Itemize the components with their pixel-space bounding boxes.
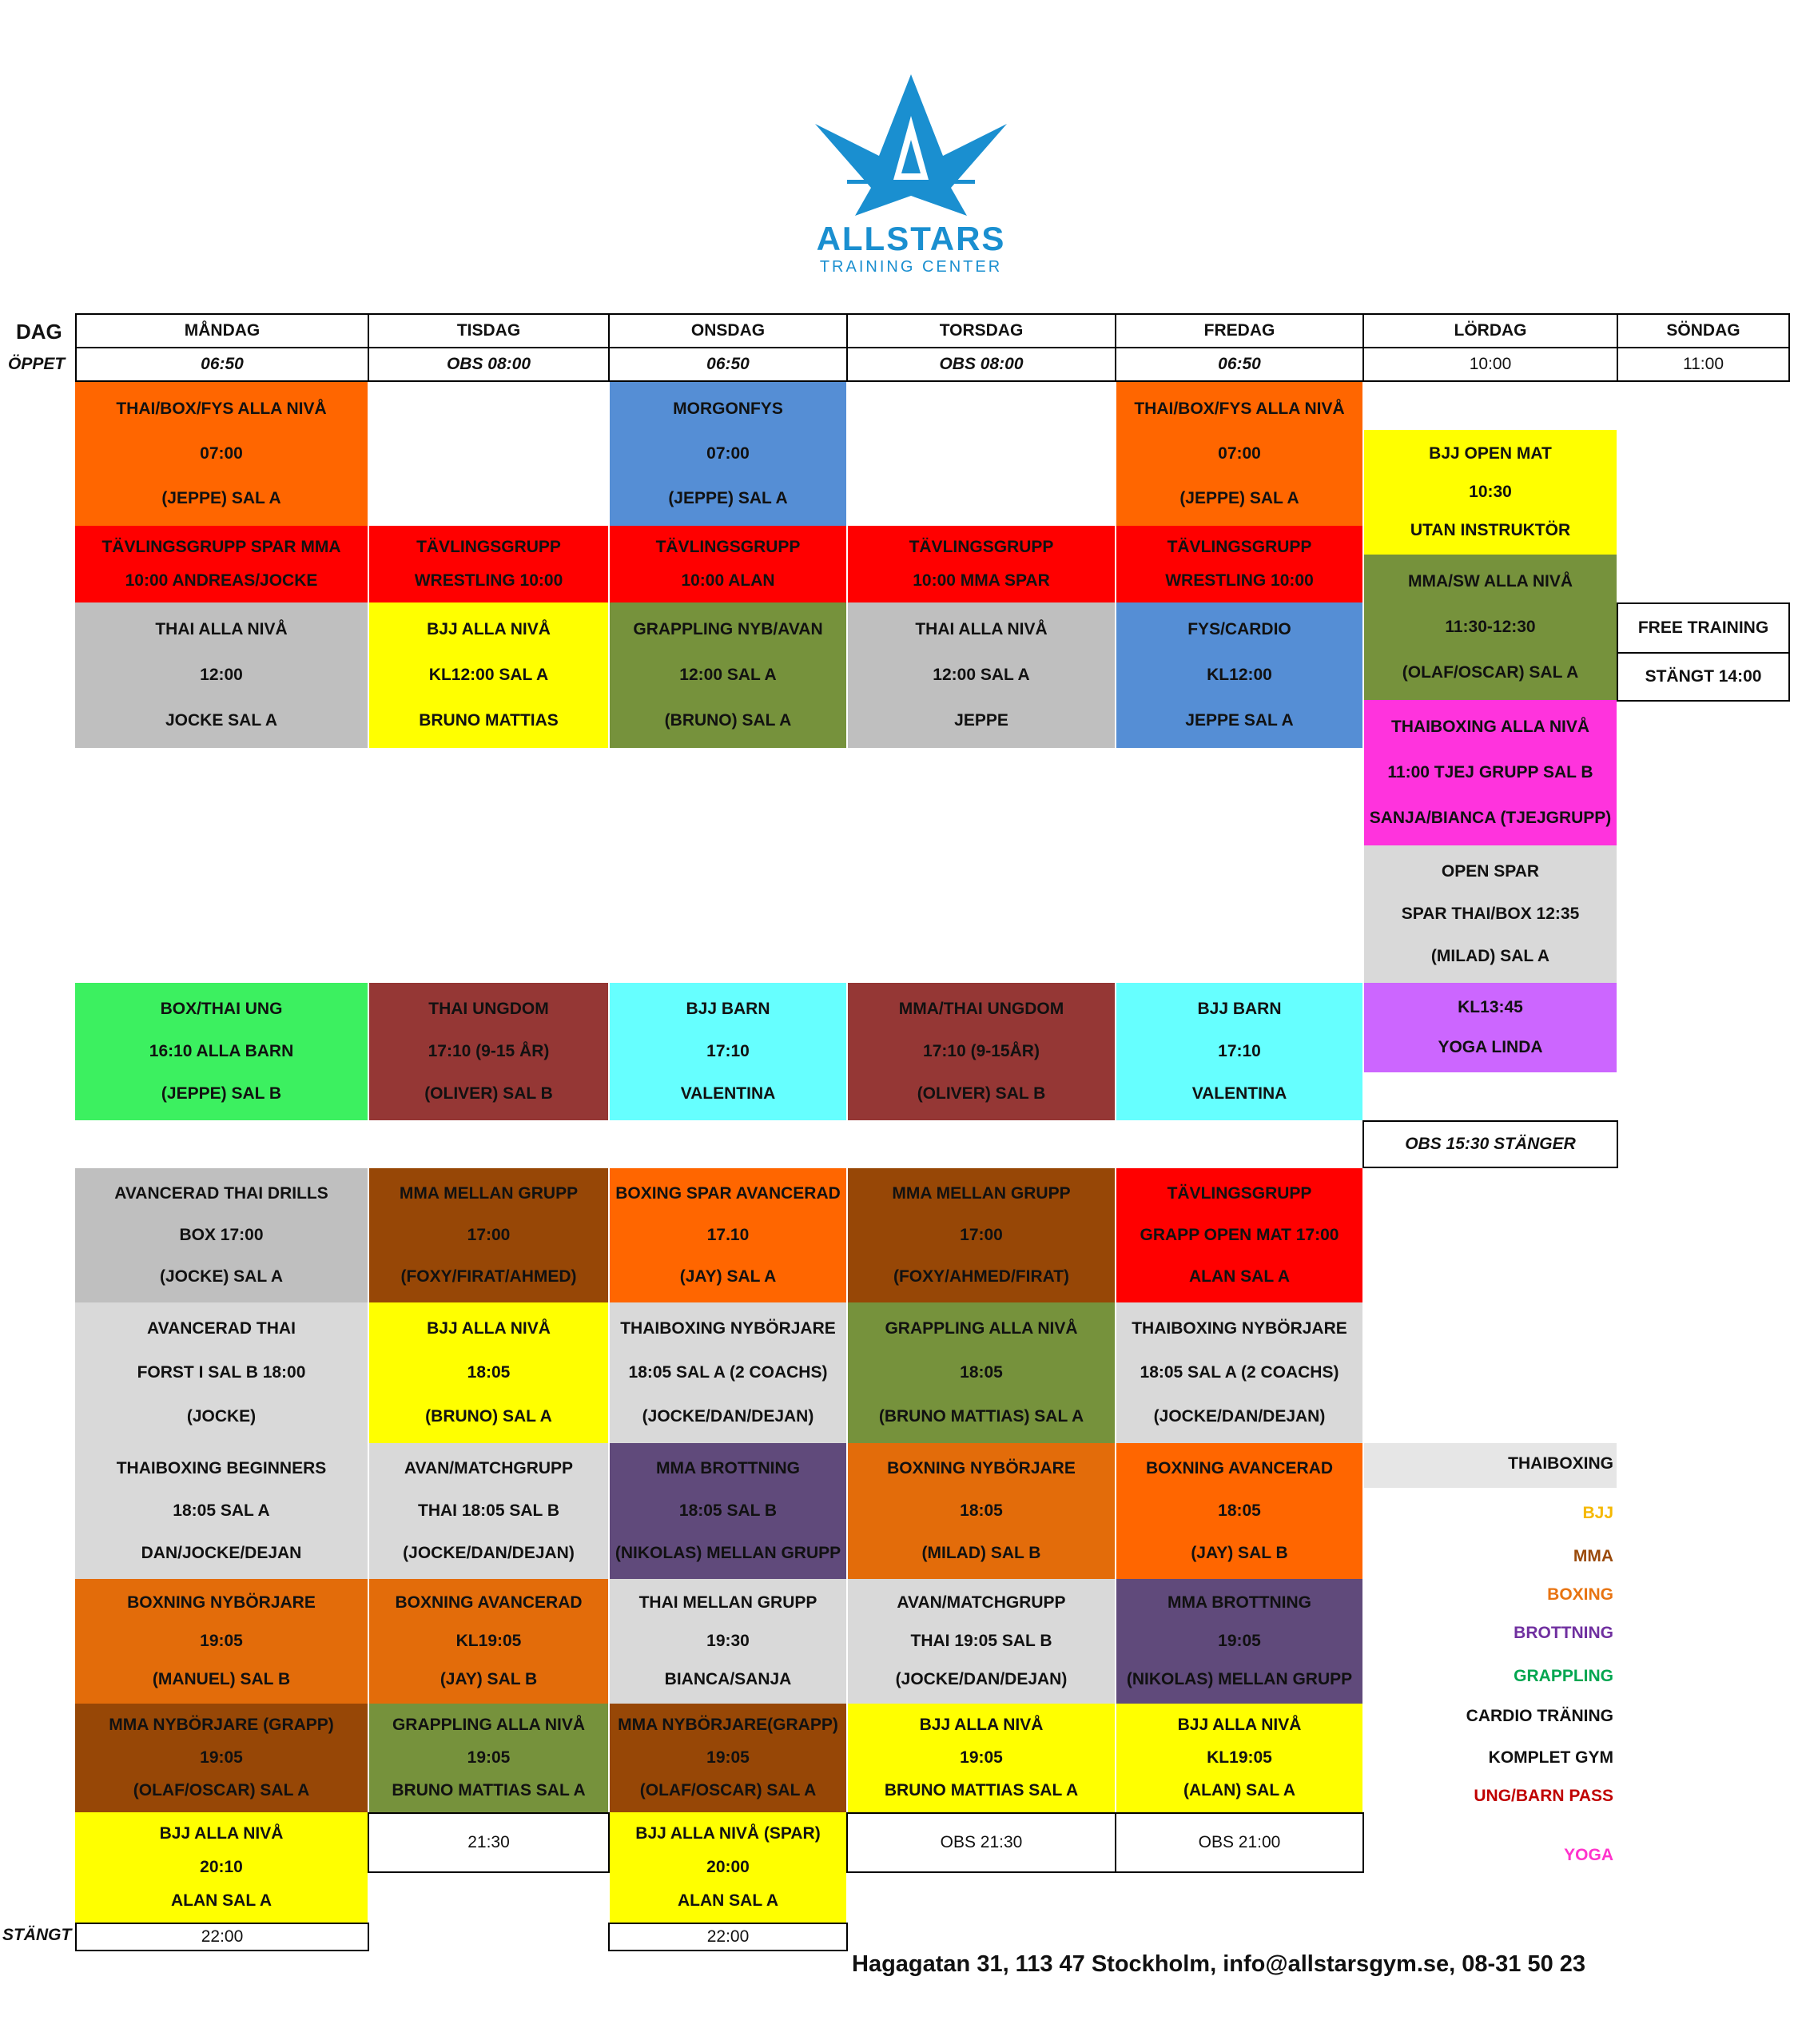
sunday-closing-time: STÄNGT 14:00 [1617,652,1790,702]
day-header-wednesday: ONSDAG [608,313,848,348]
class-block[interactable]: THAI ALLA NIVÅ 12:00 JOCKE SAL A [75,602,368,748]
class-block[interactable]: AVANCERAD THAI DRILLS BOX 17:00 (JOCKE) SAL A [75,1168,368,1302]
class-block[interactable]: THAIBOXING NYBÖRJARE 18:05 SAL A (2 COACHS) (JOCKE/DAN/DEJAN) [1116,1302,1362,1443]
day-header-tuesday: TISDAG [368,313,610,348]
open-time-tuesday: OBS 08:00 [368,347,610,382]
class-block[interactable]: TÄVLINGSGRUPP WRESTLING 10:00 [369,526,608,602]
class-block[interactable]: TÄVLINGSGRUPP 10:00 ALAN [610,526,846,602]
day-header-saturday: LÖRDAG [1362,313,1618,348]
class-block[interactable]: MMA BROTTNING 18:05 SAL B (NIKOLAS) MELLAN GRUPP [610,1443,846,1579]
class-block[interactable]: THAIBOXING ALLA NIVÅ 11:00 TJEJ GRUPP SAL B SANJA/BIANCA (TJEJGRUPP) [1364,700,1617,845]
class-block[interactable]: OPEN SPAR SPAR THAI/BOX 12:35 (MILAD) SAL A [1364,845,1617,983]
class-block[interactable]: BJJ ALLA NIVÅ KL19:05 (ALAN) SAL A [1116,1704,1362,1812]
day-header-sunday: SÖNDAG [1617,313,1790,348]
legend-item: BOXING [1547,1585,1613,1604]
class-block[interactable]: THAIBOXING BEGINNERS 18:05 SAL A DAN/JOCKE/DEJAN [75,1443,368,1579]
day-header-friday: FREDAG [1115,313,1364,348]
legend-item: MMA [1573,1547,1613,1565]
closing-time-thursday: OBS 21:30 [846,1812,1116,1873]
class-block[interactable]: BOXNING AVANCERAD 18:05 (JAY) SAL B [1116,1443,1362,1579]
open-time-sunday: 11:00 [1617,347,1790,382]
class-block[interactable]: GRAPPLING NYB/AVAN 12:00 SAL A (BRUNO) SAL A [610,602,846,748]
logo [799,68,1023,280]
class-block[interactable]: BJJ ALLA NIVÅ 19:05 BRUNO MATTIAS SAL A [848,1704,1115,1812]
class-block[interactable]: THAI UNGDOM 17:10 (9-15 ÅR) (OLIVER) SAL B [369,983,608,1120]
class-block[interactable]: THAI/BOX/FYS ALLA NIVÅ 07:00 (JEPPE) SAL A [75,382,368,526]
star-logo-icon [799,68,1023,220]
class-block[interactable]: THAI/BOX/FYS ALLA NIVÅ 07:00 (JEPPE) SAL A [1116,382,1362,526]
class-block[interactable]: BOXNING NYBÖRJARE 18:05 (MILAD) SAL B [848,1443,1115,1579]
class-block[interactable]: GRAPPLING ALLA NIVÅ 18:05 (BRUNO MATTIAS) SAL A [848,1302,1115,1443]
brand-subtitle: TRAINING CENTER [819,258,1003,276]
legend-item: CARDIO TRÄNING [1466,1707,1613,1725]
open-time-saturday: 10:00 [1362,347,1618,382]
class-block[interactable]: MORGONFYS 07:00 (JEPPE) SAL A [610,382,846,526]
class-block[interactable]: MMA BROTTNING 19:05 (NIKOLAS) MELLAN GRUPP [1116,1579,1362,1704]
class-block[interactable]: THAIBOXING NYBÖRJARE 18:05 SAL A (2 COACHS) (JOCKE/DAN/DEJAN) [610,1302,846,1443]
class-block[interactable]: MMA NYBÖRJARE(GRAPP) 19:05 (OLAF/OSCAR) SAL A [610,1704,846,1812]
class-block[interactable]: BOX/THAI UNG 16:10 ALLA BARN (JEPPE) SAL B [75,983,368,1120]
class-block[interactable]: BJJ ALLA NIVÅ KL12:00 SAL A BRUNO MATTIAS [369,602,608,748]
closing-time-wednesday: 22:00 [608,1923,848,1951]
legend-item: BROTTNING [1514,1624,1613,1642]
legend [1364,1443,1617,1875]
sunday-free-training: FREE TRAINING [1617,602,1790,654]
class-block[interactable]: GRAPPLING ALLA NIVÅ 19:05 BRUNO MATTIAS SAL A [369,1704,608,1812]
class-block[interactable]: TÄVLINGSGRUPP 10:00 MMA SPAR [848,526,1115,602]
open-time-friday: 06:50 [1115,347,1364,382]
class-block[interactable]: MMA MELLAN GRUPP 17:00 (FOXY/AHMED/FIRAT) [848,1168,1115,1302]
day-row-label: DAG [16,320,62,344]
legend-item: KOMPLET GYM [1488,1748,1613,1767]
class-block[interactable]: THAI MELLAN GRUPP 19:30 BIANCA/SANJA [610,1579,846,1704]
open-row-label: ÖPPET [8,355,66,373]
legend-item: YOGA [1564,1846,1613,1864]
class-block[interactable]: TÄVLINGSGRUPP WRESTLING 10:00 [1116,526,1362,602]
class-block[interactable]: TÄVLINGSGRUPP GRAPP OPEN MAT 17:00 ALAN SAL A [1116,1168,1362,1302]
class-block[interactable]: AVANCERAD THAI FORST I SAL B 18:00 (JOCKE) [75,1302,368,1443]
closing-time-friday: OBS 21:00 [1115,1812,1364,1873]
class-block[interactable]: BJJ ALLA NIVÅ (SPAR) 20:00 ALAN SAL A [610,1812,846,1923]
legend-item: BJJ [1582,1504,1613,1522]
closing-time-monday: 22:00 [75,1923,369,1951]
class-block[interactable]: MMA/THAI UNGDOM 17:10 (9-15ÅR) (OLIVER) SAL B [848,983,1115,1120]
class-block[interactable]: KL13:45 YOGA LINDA [1364,983,1617,1072]
class-block[interactable]: MMA NYBÖRJARE (GRAPP) 19:05 (OLAF/OSCAR) SAL A [75,1704,368,1812]
footer-address: Hagagatan 31, 113 47 Stockholm, info@allstarsgym.se, 08-31 50 23 [852,1951,1586,1977]
class-block[interactable]: AVAN/MATCHGRUPP THAI 18:05 SAL B (JOCKE/DAN/DEJAN) [369,1443,608,1579]
class-block[interactable]: MMA/SW ALLA NIVÅ 11:30-12:30 (OLAF/OSCAR) SAL A [1364,555,1617,700]
class-block[interactable]: BJJ ALLA NIVÅ 20:10 ALAN SAL A [75,1812,368,1923]
saturday-closing-note: OBS 15:30 STÄNGER [1362,1120,1618,1168]
class-block[interactable]: BOXNING AVANCERAD KL19:05 (JAY) SAL B [369,1579,608,1704]
legend-item: GRAPPLING [1514,1667,1613,1685]
brand-name: ALLSTARS [816,220,1006,257]
class-block[interactable]: BJJ BARN 17:10 VALENTINA [1116,983,1362,1120]
day-header-thursday: TORSDAG [846,313,1116,348]
class-block[interactable]: AVAN/MATCHGRUPP THAI 19:05 SAL B (JOCKE/DAN/DEJAN) [848,1579,1115,1704]
legend-item: THAIBOXING [1508,1454,1613,1473]
class-block[interactable]: BOXNING NYBÖRJARE 19:05 (MANUEL) SAL B [75,1579,368,1704]
open-time-monday: 06:50 [75,347,369,382]
class-block[interactable]: BJJ BARN 17:10 VALENTINA [610,983,846,1120]
class-block[interactable]: BJJ ALLA NIVÅ 18:05 (BRUNO) SAL A [369,1302,608,1443]
closing-time-tuesday: 21:30 [368,1812,610,1873]
open-time-thursday: OBS 08:00 [846,347,1116,382]
class-block[interactable]: TÄVLINGSGRUPP SPAR MMA 10:00 ANDREAS/JOCKE [75,526,368,602]
class-block[interactable]: BJJ OPEN MAT 10:30 UTAN INSTRUKTÖR [1364,430,1617,555]
class-block[interactable]: FYS/CARDIO KL12:00 JEPPE SAL A [1116,602,1362,748]
open-time-wednesday: 06:50 [608,347,848,382]
class-block[interactable]: MMA MELLAN GRUPP 17:00 (FOXY/FIRAT/AHMED) [369,1168,608,1302]
class-block[interactable]: BOXING SPAR AVANCERAD 17.10 (JAY) SAL A [610,1168,846,1302]
closed-row-label: STÄNGT [2,1926,72,1944]
legend-item: UNG/BARN PASS [1474,1787,1613,1805]
day-header-monday: MÅNDAG [75,313,369,348]
class-block[interactable]: THAI ALLA NIVÅ 12:00 SAL A JEPPE [848,602,1115,748]
